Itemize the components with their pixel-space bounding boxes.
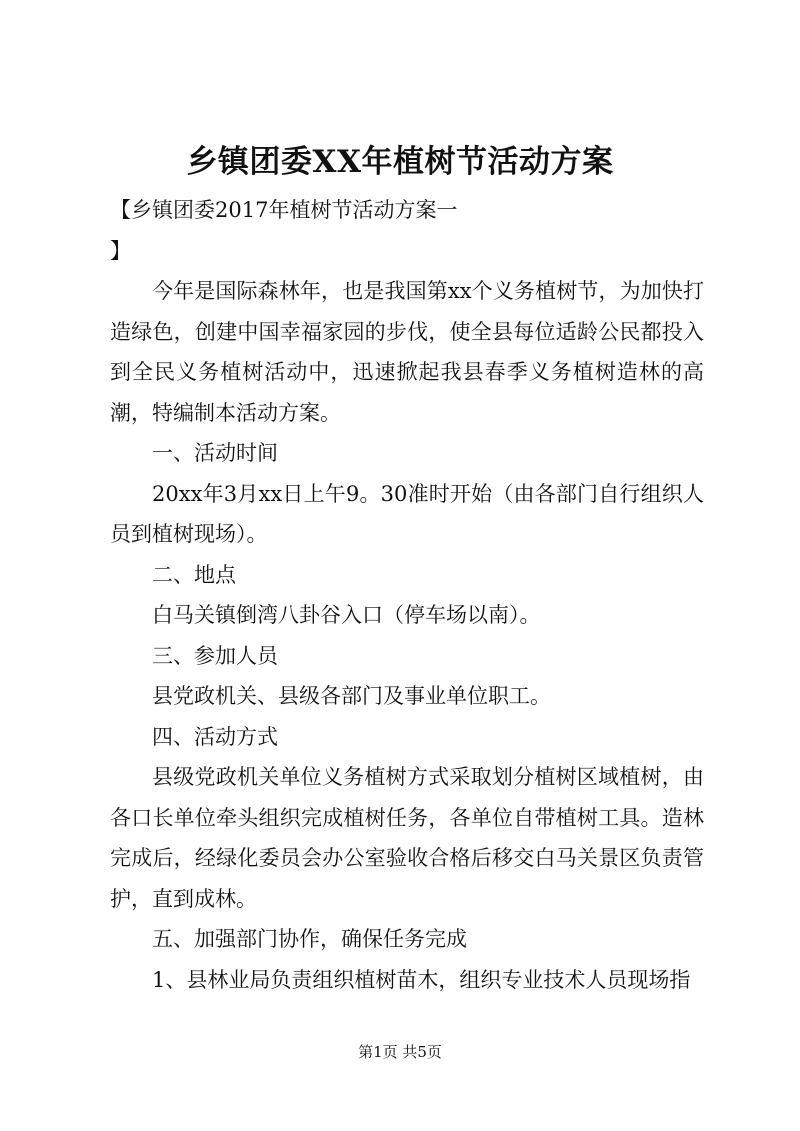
page-footer: 第1页 共5页 xyxy=(358,1043,442,1061)
method-paragraph: 县级党政机关单位义务植树方式采取划分植树区域植树，由各口长单位牵头组织完成植树任务，各单位自带植树工具。造林完成后，经绿化委员会办公室验收合格后移交白马关景区负责管护，直到成林。 xyxy=(110,765,704,911)
participants-paragraph: 县党政机关、县级各部门及事业单位职工。 xyxy=(152,684,551,708)
section-heading-time: 一、活动时间 xyxy=(152,441,278,465)
cooperation-item-1: 1、县林业局负责组织植树苗木，组织专业技术人员现场指 xyxy=(152,967,691,992)
document-title: 乡镇团委XX年植树节活动方案 xyxy=(186,144,614,180)
subtitle-line-1: 【乡镇团委2017年植树节活动方案一 xyxy=(110,198,458,222)
section-heading-participants: 三、参加人员 xyxy=(152,643,278,668)
location-paragraph: 白马关镇倒湾八卦谷入口（停车场以南）。 xyxy=(152,603,541,627)
document-body xyxy=(110,190,704,1000)
time-paragraph: 20xx年3月xx日上午9。30准时开始（由各部门自行组织人员到植树现场）。 xyxy=(110,481,704,546)
subtitle-line-2: 】 xyxy=(110,238,131,263)
section-heading-method: 四、活动方式 xyxy=(152,724,278,749)
section-heading-cooperation: 五、加强部门协作，确保任务完成 xyxy=(152,927,467,951)
section-heading-location: 二、地点 xyxy=(152,562,236,587)
intro-paragraph: 今年是国际森林年，也是我国第xx个义务植树节，为加快打造绿色，创建中国幸福家园的步伐，使全县每位适龄公民都投入到全民义务植树活动中，迅速掀起我县春季义务植树造林的高潮，特编制本活动方案。 xyxy=(110,279,704,425)
